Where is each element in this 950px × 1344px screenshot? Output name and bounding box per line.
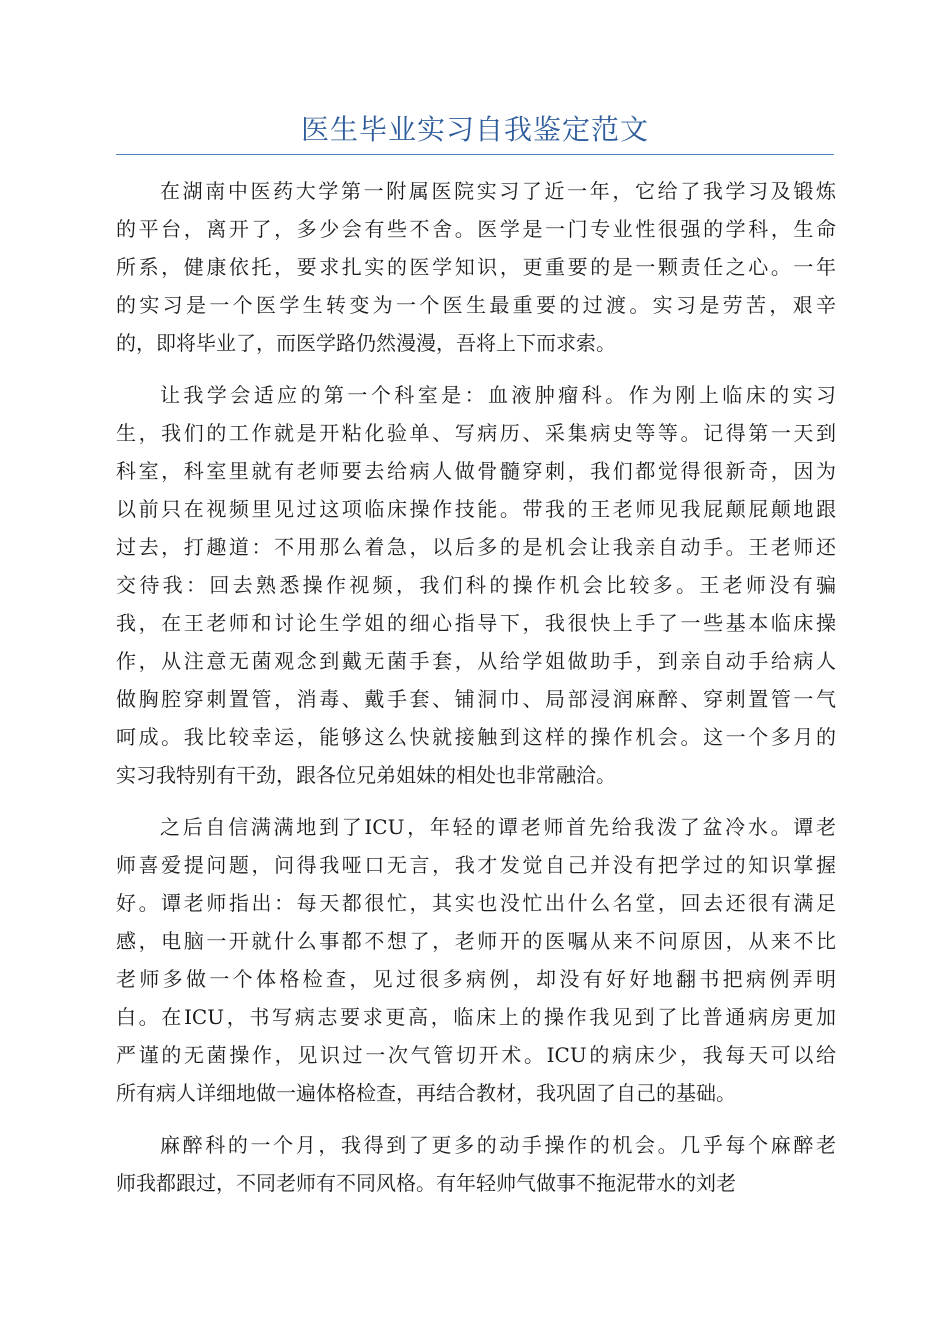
paragraph-line: 之后自信满满地到了ICU，年轻的谭老师首先给我泼了盆冷水。谭老	[160, 815, 836, 839]
paragraph-line: 实习我特别有干劲，跟各位兄弟姐妹的相处也非常融洽。	[116, 763, 616, 787]
paragraph-line: 让我学会适应的第一个科室是：血液肿瘤科。作为刚上临床的实习	[160, 383, 836, 407]
paragraph	[116, 1126, 836, 1202]
paragraph-line: 以前只在视频里见过这项临床操作技能。带我的王老师见我屁颠屁颠地跟	[116, 497, 836, 521]
paragraph-line: 生，我们的工作就是开粘化验单、写病历、采集病史等等。记得第一天到	[116, 421, 836, 445]
paragraph-line: 严谨的无菌操作，见识过一次气管切开术。ICU的病床少，我每天可以给	[116, 1043, 836, 1067]
paragraph-line: 所系，健康依托，要求扎实的医学知识，更重要的是一颗责任之心。一年	[116, 255, 836, 279]
paragraph-line: 好。谭老师指出：每天都很忙，其实也没忙出什么名堂，回去还很有满足	[116, 891, 836, 915]
paragraph-line: 白。在ICU，书写病志要求更高，临床上的操作我见到了比普通病房更加	[116, 1005, 836, 1029]
paragraph-line: 师我都跟过，不同老师有不同风格。有年轻帅气做事不拖泥带水的刘老	[116, 1171, 736, 1195]
paragraph-line: 感，电脑一开就什么事都不想了，老师开的医嘱从来不问原因，从来不比	[116, 929, 836, 953]
document-body	[116, 172, 836, 1216]
paragraph-line: 我，在王老师和讨论生学姐的细心指导下，我很快上手了一些基本临床操	[116, 611, 836, 635]
paragraph	[116, 376, 836, 794]
paragraph-line: 所有病人详细地做一遍体格检查，再结合教材，我巩固了自己的基础。	[116, 1081, 736, 1105]
paragraph-line: 老师多做一个体格检查，见过很多病例，却没有好好地翻书把病例弄明	[116, 967, 836, 991]
paragraph-line: 师喜爱提问题，问得我哑口无言，我才发觉自己并没有把学过的知识掌握	[116, 853, 836, 877]
paragraph-line: 的，即将毕业了，而医学路仍然漫漫，吾将上下而求索。	[116, 331, 616, 355]
document-title: 医生毕业实习自我鉴定范文	[300, 113, 649, 146]
title-underline	[116, 154, 834, 155]
paragraph-line: 做胸腔穿刺置管，消毒、戴手套、铺洞巾、局部浸润麻醉、穿刺置管一气	[116, 687, 836, 711]
paragraph-line: 麻醉科的一个月，我得到了更多的动手操作的机会。几乎每个麻醉老	[160, 1133, 836, 1157]
paragraph	[116, 808, 836, 1112]
paragraph-line: 在湖南中医药大学第一附属医院实习了近一年，它给了我学习及锻炼	[160, 179, 836, 203]
paragraph-line: 作，从注意无菌观念到戴无菌手套，从给学姐做助手，到亲自动手给病人	[116, 649, 836, 673]
paragraph-line: 的平台，离开了，多少会有些不舍。医学是一门专业性很强的学科，生命	[116, 217, 836, 241]
paragraph-line: 交待我：回去熟悉操作视频，我们科的操作机会比较多。王老师没有骗	[116, 573, 836, 597]
paragraph-line: 科室，科室里就有老师要去给病人做骨髓穿刺，我们都觉得很新奇，因为	[116, 459, 836, 483]
paragraph	[116, 172, 836, 362]
paragraph-line: 过去，打趣道：不用那么着急，以后多的是机会让我亲自动手。王老师还	[116, 535, 836, 559]
paragraph-line: 呵成。我比较幸运，能够这么快就接触到这样的操作机会。这一个多月的	[116, 725, 836, 749]
paragraph-line: 的实习是一个医学生转变为一个医生最重要的过渡。实习是劳苦，艰辛	[116, 293, 836, 317]
